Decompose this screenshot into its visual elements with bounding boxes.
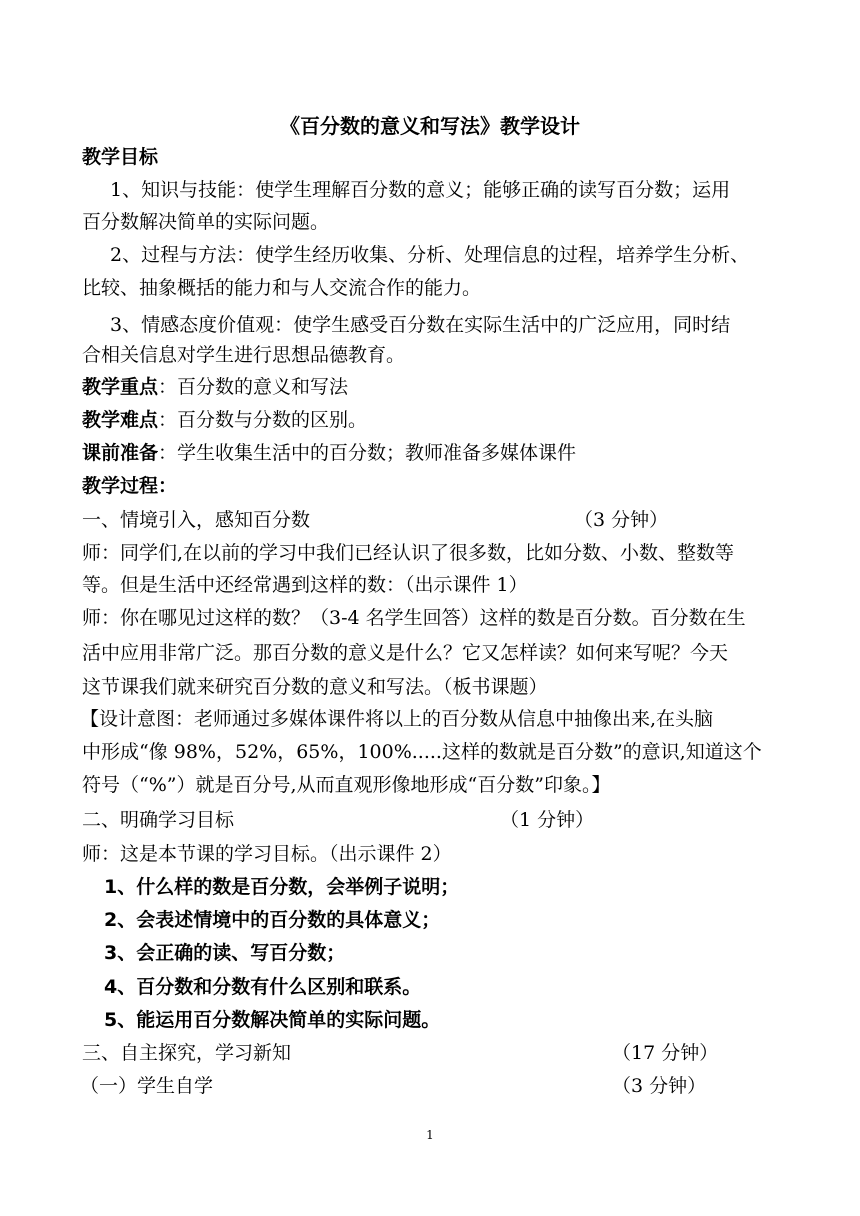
page-number: 1 <box>426 1128 434 1142</box>
goal-3-line-b: 合相关信息对学生进行思想品德教育。 <box>82 344 406 366</box>
objective-2: 2、会表述情境中的百分数的具体意义； <box>104 909 441 931</box>
paragraph-1-line-a: 师：同学们,在以前的学习中我们已经认识了很多数，比如分数、小数、整数等 <box>82 542 735 564</box>
goal-3-line-a: 3、情感态度价值观：使学生感受百分数在实际生活中的广泛应用，同时结 <box>110 314 731 336</box>
objective-3: 3、会正确的读、写百分数； <box>104 942 346 964</box>
preparation-text: ：学生收集生活中的百分数；教师准备多媒体课件 <box>158 442 577 464</box>
section-1-title: 一、情境引入，感知百分数 <box>82 509 311 531</box>
design-intent-line-b: 中形成“像 98%，52%，65%，100%.....这样的数就是百分数”的意识,知道这个 <box>82 741 762 763</box>
subsection-1-title: （一）学生自学 <box>80 1075 214 1097</box>
section-2-time: （1 分钟） <box>500 809 595 831</box>
difficulty-label: 教学难点 <box>82 409 159 431</box>
design-intent-line-a: 【设计意图：老师通过多媒体课件将以上的百分数从信息中抽像出来,在头脑 <box>80 708 714 730</box>
section-3-time: （17 分钟） <box>612 1042 719 1064</box>
key-point-text: ：百分数的意义和写法 <box>158 376 349 398</box>
difficulty-text: ：百分数与分数的区别。 <box>158 409 368 431</box>
paragraph-2-line-c: 这节课我们就来研究百分数的意义和写法。（板书课题） <box>82 676 548 698</box>
paragraph-1-line-b: 等。但是生活中还经常遇到这样的数：（出示课件 1） <box>82 574 528 596</box>
key-point-label: 教学重点 <box>82 376 159 398</box>
goal-2-line-b: 比较、抽象概括的能力和与人交流合作的能力。 <box>82 277 482 299</box>
paragraph-2-line-b: 活中应用非常广泛。那百分数的意义是什么？它又怎样读？如何来写呢？今天 <box>82 642 729 664</box>
document-title: 《百分数的意义和写法》教学设计 <box>280 114 580 138</box>
difficulty-line <box>82 408 367 432</box>
section-2-title: 二、明确学习目标 <box>82 809 235 831</box>
paragraph-3: 师：这是本节课的学习目标。（出示课件 2） <box>82 843 452 865</box>
section-3-title: 三、自主探究，学习新知 <box>82 1042 292 1064</box>
design-intent-line-c: 符号（“%”）就是百分号,从而直观形像地形成“百分数”印象。】 <box>82 774 611 796</box>
key-point-line <box>82 375 348 399</box>
objective-4: 4、百分数和分数有什么区别和联系。 <box>104 976 422 998</box>
objective-1: 1、什么样的数是百分数，会举例子说明； <box>104 876 460 898</box>
goals-heading: 教学目标 <box>82 146 159 168</box>
goal-2-line-a: 2、过程与方法：使学生经历收集、分析、处理信息的过程，培养学生分析、 <box>110 244 750 266</box>
section-1-time: （3 分钟） <box>574 509 669 531</box>
preparation-line <box>82 441 576 465</box>
subsection-1-time: （3 分钟） <box>612 1075 707 1097</box>
paragraph-2-line-a: 师：你在哪见过这样的数？（3-4 名学生回答）这样的数是百分数。百分数在生 <box>82 607 746 629</box>
goal-1-line-a: 1、知识与技能：使学生理解百分数的意义；能够正确的读写百分数；运用 <box>110 179 731 201</box>
preparation-label: 课前准备 <box>82 442 159 464</box>
process-heading: 教学过程： <box>82 475 178 497</box>
goal-1-line-b: 百分数解决简单的实际问题。 <box>82 211 330 233</box>
objective-5: 5、能运用百分数解决简单的实际问题。 <box>104 1009 441 1031</box>
